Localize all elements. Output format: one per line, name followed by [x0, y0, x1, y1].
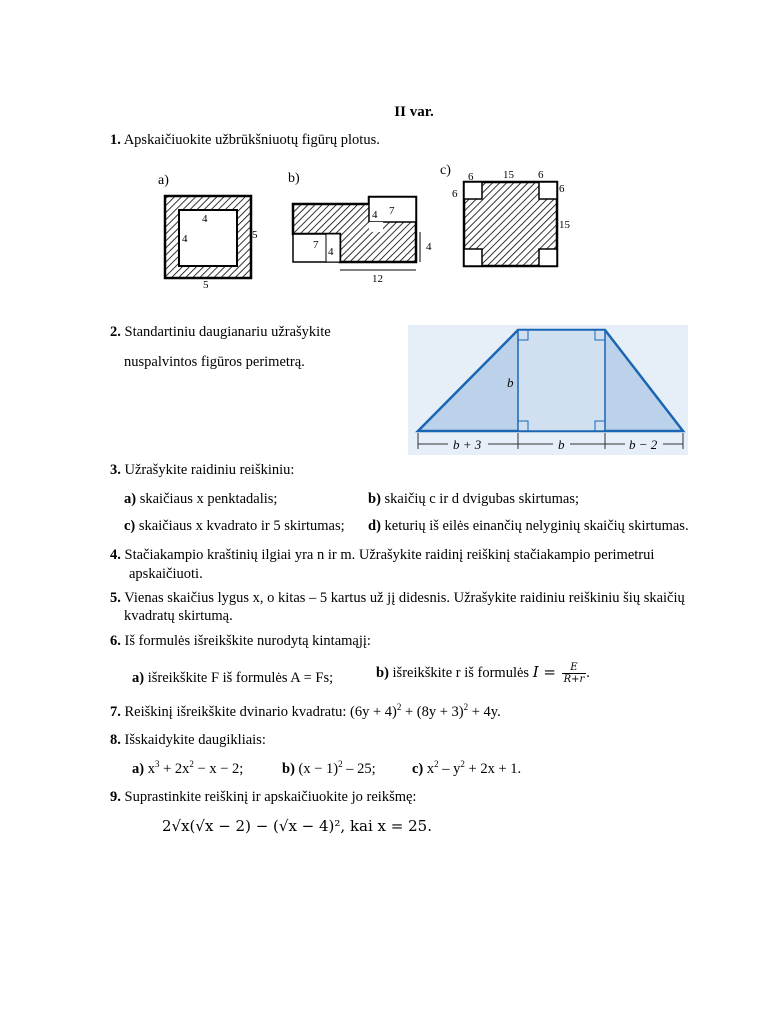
fig-b-right: 4	[426, 241, 432, 253]
question-number: 1.	[110, 132, 121, 148]
question-1	[110, 132, 380, 149]
fig-a-right: 5	[252, 229, 258, 241]
fig-b-bottom-left: 7	[313, 239, 319, 251]
q3-item-a: a) skaičiaus x penktadalis;	[124, 491, 278, 507]
fig-b-bottom-left-inner: 4	[328, 246, 334, 258]
question-5	[110, 590, 685, 607]
fig-b-shape	[293, 197, 416, 262]
question-2-line-2: nuspalvintos figūros perimetrą.	[124, 354, 305, 370]
fig-c-left-1: 6	[452, 188, 458, 200]
question-text: Standartiniu daugianariu užrašykite	[124, 324, 331, 340]
question-text: Iš formulės išreikškite nurodytą kintamąjį:	[124, 633, 371, 649]
question-number: 4.	[110, 547, 121, 563]
question-number: 7.	[110, 704, 121, 720]
question-2	[110, 324, 331, 341]
question-text: Vienas skaičius lygus x, o kitas – 5 kartus už jį didesnis. Užrašykite raidiniu reiškiniu šių skaičių	[124, 590, 685, 606]
q9-expression: 2√x(√x − 2) − (√x − 4)², kai x = 25.	[162, 817, 432, 835]
question-7: 7. Reiškinį išreikškite dvinario kvadratu: $(6y + 4)^2 + (8y + 3)^2 + 4y$.	[110, 702, 501, 720]
formula-fraction: $\frac{E}{R+r}$	[563, 662, 585, 685]
question-number: 8.	[110, 732, 121, 748]
fig2-rectangle	[518, 330, 605, 431]
fig-b-bottom: 12	[372, 273, 383, 285]
q3-item-d: d) keturių iš eilės einančių nelyginių skaičių skirtumas.	[368, 518, 689, 534]
fig-c-top-1: 6	[468, 171, 474, 183]
question-text: Apskaičiuokite užbrūkšniuotų figūrų plotus.	[123, 132, 380, 148]
question-text: Užrašykite raidiniu reiškiniu:	[124, 462, 295, 478]
question-text: Stačiakampio kraštinių ilgiai yra n ir m. Užrašykite raidinį reiškinį stačiakampio perimetrui	[124, 547, 655, 563]
question-number: 9.	[110, 789, 121, 805]
question-4	[110, 547, 654, 564]
question-9	[110, 789, 416, 806]
question-3	[110, 462, 294, 479]
fig-a-inner-top: 4	[202, 213, 208, 225]
figure-2-trapezoid	[408, 325, 688, 455]
fig-c-shape	[464, 182, 557, 266]
question-number: 5.	[110, 590, 121, 606]
fig-c-right-1: 6	[559, 183, 565, 195]
question-6	[110, 633, 371, 650]
question-number: 3.	[110, 462, 121, 478]
page-title: II var.	[394, 104, 434, 120]
q3-item-b: b) skaičių c ir d dvigubas skirtumas;	[368, 491, 580, 507]
fig-c-label: c)	[440, 163, 451, 178]
question-4-line-2: apskaičiuoti.	[129, 566, 203, 582]
question-text: Išskaidykite daugikliais:	[124, 732, 266, 748]
question-8	[110, 732, 266, 749]
fig-b-label: b)	[288, 171, 300, 186]
q6-item-b: b) išreikškite r iš formulės I = $\frac{E}{R+r}$ .	[376, 662, 590, 685]
fig-c-right-2: 15	[559, 219, 570, 231]
question-number: 2.	[110, 324, 121, 340]
q6-item-a: a) išreikškite F iš formulės A = Fs;	[132, 670, 334, 686]
fig2-middle-label: b	[558, 437, 565, 452]
question-number: 6.	[110, 633, 121, 649]
fig-a-label: a)	[158, 173, 169, 188]
fig-a-inner-left: 4	[182, 233, 188, 245]
fig-a-frame	[165, 196, 251, 278]
fig-c-top-2: 15	[503, 169, 514, 181]
fig2-height-label: b	[507, 375, 514, 390]
q8-item-b: b) $(x - 1)^2 - 25$;	[282, 759, 376, 777]
fig-a-bottom: 5	[203, 279, 209, 291]
fig2-left-label: b + 3	[453, 437, 482, 452]
formula-lhs: I =	[532, 662, 556, 681]
q8-item-a: a) $x^3 + 2x^2 - x - 2$;	[132, 759, 244, 777]
question-5-line-2: kvadratų skirtumą.	[124, 608, 233, 624]
q8-item-c: c) $x^2 - y^2 + 2x + 1$.	[412, 759, 522, 777]
fig-b-top-right: 7	[389, 205, 395, 217]
q3-item-c: c) skaičiaus x kvadrato ir 5 skirtumas;	[124, 518, 345, 534]
fig2-right-label: b − 2	[629, 437, 658, 452]
fig-c-top-3: 6	[538, 169, 544, 181]
figure-1-shapes	[148, 152, 578, 294]
question-text: Suprastinkite reiškinį ir apskaičiuokite jo reikšmę:	[124, 789, 417, 805]
fig-b-top-left-inner: 4	[372, 209, 378, 221]
